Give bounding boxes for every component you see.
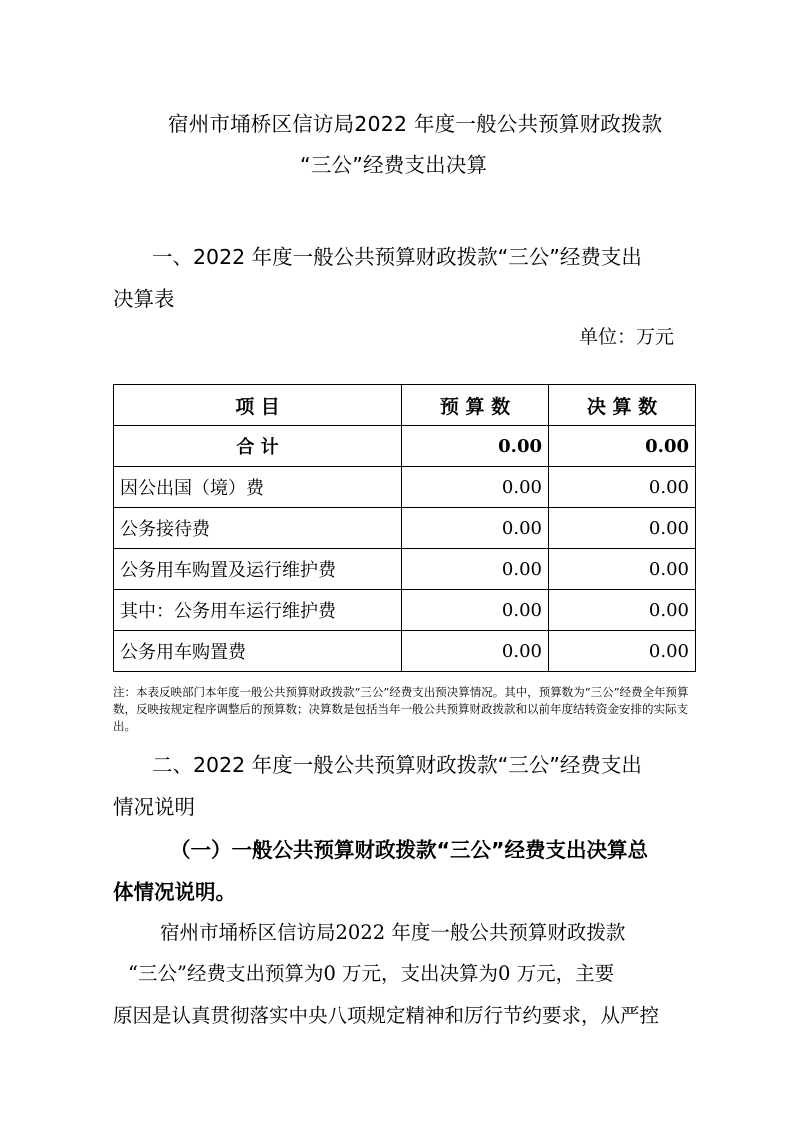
subsection-heading-line2: 体情况说明。: [113, 880, 236, 904]
row-final: 0.00: [549, 467, 696, 508]
budget-table: [113, 384, 696, 672]
table-row: [114, 467, 696, 508]
paragraph-line1: 宿州市埇桥区信访局2022 年度一般公共预算财政拨款: [160, 921, 626, 944]
row-budget: 0.00: [402, 631, 549, 672]
section1-heading-line2: 决算表: [113, 287, 175, 311]
table-header-row: [114, 385, 696, 426]
table-note: 注：本表反映部门本年度一般公共预算财政拨款“三公”经费支出预决算情况。其中，预算数为“三公”经费全年预算数，反映按规定程序调整后的预算数；决算数是包括当年一般公共预算财政拨款和以前年度结转资金安排的实际支出。: [113, 685, 689, 733]
row-item: 公务接待费: [114, 508, 402, 549]
table-row: [114, 590, 696, 631]
row-budget: 0.00: [402, 467, 549, 508]
header-final: 决 算 数: [549, 385, 696, 426]
row-budget: 0.00: [402, 508, 549, 549]
subsection-heading-line1: （一）一般公共预算财政拨款“三公”经费支出决算总: [170, 838, 648, 862]
header-budget: 预 算 数: [402, 385, 549, 426]
table-row: [114, 508, 696, 549]
row-budget: 0.00: [402, 549, 549, 590]
table-row-total: [114, 426, 696, 467]
row-item: 公务用车购置费: [114, 631, 402, 672]
row-item: 其中：公务用车运行维护费: [114, 590, 402, 631]
row-budget: 0.00: [402, 426, 549, 467]
section2-heading-line2: 情况说明: [113, 795, 195, 819]
table-row: [114, 549, 696, 590]
section2-heading-line1: 二、2022 年度一般公共预算财政拨款“三公”经费支出: [152, 753, 642, 777]
doc-title-line1: 宿州市埇桥区信访局2022 年度一般公共预算财政拨款: [168, 112, 663, 136]
row-final: 0.00: [549, 631, 696, 672]
row-item: 因公出国（境）费: [114, 467, 402, 508]
header-item: 项 目: [114, 385, 402, 426]
doc-title-line2: “三公”经费支出决算: [300, 153, 488, 177]
table-row: [114, 631, 696, 672]
row-final: 0.00: [549, 549, 696, 590]
row-item: 合 计: [114, 426, 402, 467]
row-final: 0.00: [549, 590, 696, 631]
row-final: 0.00: [549, 426, 696, 467]
section1-heading-line1: 一、2022 年度一般公共预算财政拨款“三公”经费支出: [152, 245, 642, 269]
paragraph-line2: “三公”经费支出预算为0 万元，支出决算为0 万元，主要: [128, 962, 615, 985]
row-budget: 0.00: [402, 590, 549, 631]
unit-label: 单位：万元: [578, 326, 674, 348]
row-final: 0.00: [549, 508, 696, 549]
row-item: 公务用车购置及运行维护费: [114, 549, 402, 590]
paragraph-line3: 原因是认真贯彻落实中央八项规定精神和厉行节约要求，从严控: [113, 1004, 660, 1027]
